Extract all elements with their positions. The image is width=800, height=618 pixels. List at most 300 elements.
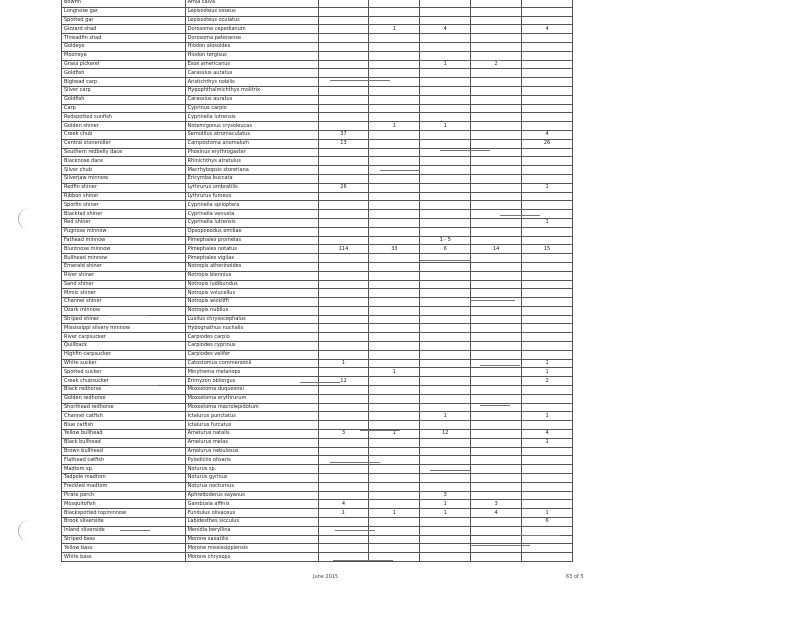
scientific-name-cell: Notropis blennius [185,271,318,280]
count-cell [471,174,522,183]
scientific-name-cell: Ameiurus melas [185,438,318,447]
scientific-name-cell: Hybognathus nuchalis [185,324,318,333]
count-cell [318,306,369,315]
count-cell [420,456,471,465]
count-cell [369,447,420,456]
count-cell: 1 [420,122,471,131]
count-cell [420,218,471,227]
count-cell [369,130,420,139]
count-cell [420,254,471,263]
count-cell: 1 [522,438,573,447]
scientific-name-cell: Rhinichthys atratulus [185,157,318,166]
count-cell [318,491,369,500]
count-cell: 4 [318,500,369,509]
count-cell [471,350,522,359]
count-cell [522,447,573,456]
count-cell [369,403,420,412]
scientific-name-cell: Phoxinus erythrogaster [185,148,318,157]
count-cell [318,201,369,210]
count-cell [522,482,573,491]
count-cell [420,482,471,491]
common-name-cell: Striped shiner [62,315,186,324]
scientific-name-cell: Lythrurus fumeus [185,192,318,201]
scientific-name-cell: Hypophthalmichthys molitrix [185,86,318,95]
count-cell [420,210,471,219]
scientific-name-cell: Dorosoma cepedianum [185,25,318,34]
common-name-cell: Inland silverside [62,526,186,535]
common-name-cell: Silverjaw minnow [62,174,186,183]
common-name-cell: Bighead carp [62,78,186,87]
count-cell [420,368,471,377]
count-cell [420,306,471,315]
count-cell [420,34,471,43]
scientific-name-cell: Hiodon tergisus [185,51,318,60]
count-cell [522,166,573,175]
count-cell: 3 [471,500,522,509]
count-cell [522,7,573,16]
count-cell [369,491,420,500]
count-cell [369,51,420,60]
scientific-name-cell: Notropis nubilus [185,306,318,315]
scientific-name-cell: Pylodictis olivaris [185,456,318,465]
count-cell [369,280,420,289]
common-name-cell: Spotfin shiner [62,201,186,210]
scientific-name-cell: Pimephales vigilax [185,254,318,263]
count-cell: 12 [420,430,471,439]
count-cell [420,447,471,456]
count-cell [522,474,573,483]
count-cell: 26 [522,139,573,148]
count-cell [522,298,573,307]
scientific-name-cell: Opsopoeodus emiliae [185,227,318,236]
scan-noise-mark [300,382,340,383]
count-cell [318,289,369,298]
table-row [62,78,573,87]
table-row [62,482,573,491]
scan-noise-mark [430,470,470,471]
common-name-cell: Golden shiner [62,122,186,131]
count-cell [369,201,420,210]
scan-noise-mark [470,300,515,301]
count-cell [471,183,522,192]
count-cell [471,474,522,483]
count-cell [318,192,369,201]
count-cell [369,148,420,157]
table-row [62,271,573,280]
count-cell [318,368,369,377]
count-cell [471,69,522,78]
table-row [62,342,573,351]
table-row [62,192,573,201]
count-cell [471,412,522,421]
scientific-name-cell: Fundulus olivaceus [185,509,318,518]
scientific-name-cell: Menidia beryllina [185,526,318,535]
common-name-cell: Freckled madtom [62,482,186,491]
count-cell [522,271,573,280]
table-row [62,509,573,518]
count-cell: 6 [522,518,573,527]
count-cell [420,438,471,447]
count-cell [318,157,369,166]
table-row [62,535,573,544]
count-cell [369,157,420,166]
table-row [62,25,573,34]
count-cell [420,377,471,386]
count-cell [420,113,471,122]
scientific-name-cell: Gambusia affinis [185,500,318,509]
common-name-cell: Blacktail shiner [62,210,186,219]
count-cell [318,271,369,280]
scientific-name-cell: Morone saxatilis [185,535,318,544]
count-cell [522,104,573,113]
table-row [62,236,573,245]
scientific-name-cell: Lepisosteus oculatus [185,16,318,25]
scientific-name-cell: Aphredoderus sayanus [185,491,318,500]
common-name-cell: Silver carp [62,86,186,95]
count-cell [522,34,573,43]
table-row [62,491,573,500]
count-cell [522,403,573,412]
count-cell [420,280,471,289]
count-cell [369,210,420,219]
table-row [62,333,573,342]
common-name-cell: Redfin shiner [62,183,186,192]
table-row [62,139,573,148]
count-cell [471,438,522,447]
count-cell [318,421,369,430]
common-name-cell: Highfin carpsucker [62,350,186,359]
count-cell [522,95,573,104]
table-row [62,254,573,263]
count-cell [522,386,573,395]
common-name-cell: River carpsucker [62,333,186,342]
count-cell: 1 [522,183,573,192]
count-cell [522,192,573,201]
count-cell [318,438,369,447]
common-name-cell: Mississippi silvery minnow [62,324,186,333]
count-cell [522,394,573,403]
count-cell [369,412,420,421]
count-cell [471,518,522,527]
table-row [62,0,573,7]
scientific-name-cell: Notropis volucellus [185,289,318,298]
count-cell [522,553,573,562]
count-cell: 1 [522,412,573,421]
count-cell [318,324,369,333]
count-cell [522,254,573,263]
count-cell: 1 [522,509,573,518]
scan-noise-mark [470,545,530,546]
common-name-cell: Central stoneroller [62,139,186,148]
common-name-cell: Creek chubsucker [62,377,186,386]
count-cell [420,0,471,7]
scientific-name-cell: Pimephales promelas [185,236,318,245]
count-cell [471,306,522,315]
count-cell [369,342,420,351]
table-row [62,421,573,430]
count-cell: 1 [369,509,420,518]
count-cell [369,482,420,491]
count-cell [318,386,369,395]
scientific-name-cell: Notemigonus crysoleucas [185,122,318,131]
count-cell [420,535,471,544]
scientific-name-cell: Lythrurus umbratilis [185,183,318,192]
count-cell [471,271,522,280]
count-cell [471,0,522,7]
table-row [62,218,573,227]
common-name-cell: Bluntnose minnow [62,245,186,254]
common-name-cell: Flathead catfish [62,456,186,465]
count-cell [471,113,522,122]
count-cell: 1 [318,359,369,368]
count-cell [420,553,471,562]
count-cell: 1 [522,368,573,377]
count-cell: 3 [318,430,369,439]
count-cell: 1 [369,430,420,439]
count-cell [471,359,522,368]
common-name-cell: Longnose gar [62,7,186,16]
table-row [62,34,573,43]
scientific-name-cell: Aristichthys nobilis [185,78,318,87]
scan-noise-mark [335,530,375,531]
table-row [62,16,573,25]
scan-noise-mark [520,535,560,536]
table-row [62,447,573,456]
count-cell [522,113,573,122]
count-cell [318,218,369,227]
count-cell [369,42,420,51]
count-cell [420,474,471,483]
scientific-name-cell: Noturus nocturnus [185,482,318,491]
count-cell [471,394,522,403]
count-cell [318,262,369,271]
scientific-name-cell: Carassius auratus [185,95,318,104]
count-cell [369,271,420,280]
count-cell [522,16,573,25]
count-cell [522,465,573,474]
common-name-cell: Creek chub [62,130,186,139]
count-cell [471,482,522,491]
count-cell [420,324,471,333]
count-cell [471,456,522,465]
count-cell [420,342,471,351]
count-cell [318,227,369,236]
scientific-name-cell: Notropis ludibundus [185,280,318,289]
count-cell [369,7,420,16]
common-name-cell: Bowfin [62,0,186,7]
common-name-cell: Channel catfish [62,412,186,421]
count-cell [420,227,471,236]
count-cell: 1 [522,218,573,227]
table-row [62,148,573,157]
common-name-cell: Channel shiner [62,298,186,307]
count-cell [471,86,522,95]
count-cell: 2 [471,60,522,69]
count-cell [318,236,369,245]
count-cell [471,298,522,307]
scan-noise-mark [120,530,150,531]
count-cell [318,280,369,289]
count-cell [318,166,369,175]
table-row [62,359,573,368]
count-cell [318,148,369,157]
scientific-name-cell: Amia calva [185,0,318,7]
table-row [62,113,573,122]
count-cell [471,122,522,131]
count-cell [318,95,369,104]
common-name-cell: Golden redhorse [62,394,186,403]
table-row [62,245,573,254]
count-cell [369,394,420,403]
count-cell [420,394,471,403]
scan-noise-mark [360,430,400,431]
count-cell: 1 [420,412,471,421]
count-cell [369,526,420,535]
scientific-name-cell: Lepisosteus osseus [185,7,318,16]
scientific-name-cell: Ictalurus furcatus [185,421,318,430]
count-cell [522,526,573,535]
common-name-cell: Black bullhead [62,438,186,447]
table-row [62,69,573,78]
scan-noise-mark [500,215,540,216]
count-cell [369,500,420,509]
common-name-cell: Brown bullhead [62,447,186,456]
count-cell [522,51,573,60]
table-row [62,456,573,465]
scientific-name-cell: Erimyzon oblongus [185,377,318,386]
count-cell [522,236,573,245]
table-row [62,368,573,377]
count-cell [369,306,420,315]
count-cell [471,447,522,456]
count-cell: 26 [318,183,369,192]
table-row [62,130,573,139]
count-cell [522,0,573,7]
scientific-name-cell: Carpiodes cyprinus [185,342,318,351]
common-name-cell: Spotted gar [62,16,186,25]
count-cell [522,78,573,87]
table-row [62,166,573,175]
common-name-cell: Brook silverside [62,518,186,527]
table-row [62,394,573,403]
count-cell: 37 [318,130,369,139]
count-cell [522,350,573,359]
count-cell [471,166,522,175]
scientific-name-cell: Campostoma anomalum [185,139,318,148]
common-name-cell: Goldfish [62,95,186,104]
count-cell [522,148,573,157]
common-name-cell: Ozark minnow [62,306,186,315]
count-cell [369,377,420,386]
table-row [62,262,573,271]
common-name-cell: Quillback [62,342,186,351]
table-row [62,553,573,562]
scientific-name-cell: Luxilus chrysocephalus [185,315,318,324]
table-row [62,324,573,333]
table-row [62,201,573,210]
count-cell [471,201,522,210]
scientific-name-cell: Esox americanus [185,60,318,69]
count-cell [318,342,369,351]
count-cell [369,236,420,245]
count-cell: 4 [522,25,573,34]
count-cell [318,104,369,113]
scan-noise-mark [480,405,510,406]
count-cell [318,482,369,491]
table-row [62,518,573,527]
count-cell [420,271,471,280]
count-cell [318,350,369,359]
count-cell [369,465,420,474]
scan-noise-mark [108,315,148,316]
table-row [62,289,573,298]
common-name-cell: White bass [62,553,186,562]
count-cell [522,42,573,51]
count-cell [420,201,471,210]
count-cell [369,359,420,368]
count-cell [420,130,471,139]
count-cell [318,254,369,263]
count-cell [369,192,420,201]
count-cell: 3 [420,491,471,500]
table-row [62,306,573,315]
table-row [62,60,573,69]
count-cell [471,227,522,236]
table-row [62,104,573,113]
table-row [62,280,573,289]
count-cell [318,174,369,183]
count-cell [471,7,522,16]
table-row [62,157,573,166]
count-cell [369,16,420,25]
table-row [62,350,573,359]
scan-noise-mark [420,260,470,261]
scientific-name-cell: Noturus gyrinus [185,474,318,483]
common-name-cell: Mimic shiner [62,289,186,298]
count-cell: 4 [522,430,573,439]
count-cell [471,78,522,87]
count-cell [471,34,522,43]
common-name-cell: Grass pickerel [62,60,186,69]
scan-noise-mark [333,560,393,561]
footer-date: June 2015 [313,574,339,580]
count-cell: 15 [522,245,573,254]
count-cell [369,474,420,483]
scientific-name-cell: Cyprinella lutrensis [185,218,318,227]
common-name-cell: Shorthead redhorse [62,403,186,412]
table-row [62,474,573,483]
count-cell [471,42,522,51]
scientific-name-cell: Ameiurus nebulosus [185,447,318,456]
count-cell [318,122,369,131]
count-cell [318,333,369,342]
table-row [62,227,573,236]
count-cell [420,526,471,535]
count-cell [522,456,573,465]
common-name-cell: Emerald shiner [62,262,186,271]
scientific-name-cell: Carassius auratus [185,69,318,78]
count-cell [369,421,420,430]
common-name-cell: Blacknose dace [62,157,186,166]
count-cell [522,315,573,324]
count-cell [318,474,369,483]
count-cell: 1 [522,359,573,368]
count-cell [318,518,369,527]
scan-noise-mark [380,170,420,171]
count-cell [471,421,522,430]
count-cell [420,544,471,553]
count-cell [420,350,471,359]
